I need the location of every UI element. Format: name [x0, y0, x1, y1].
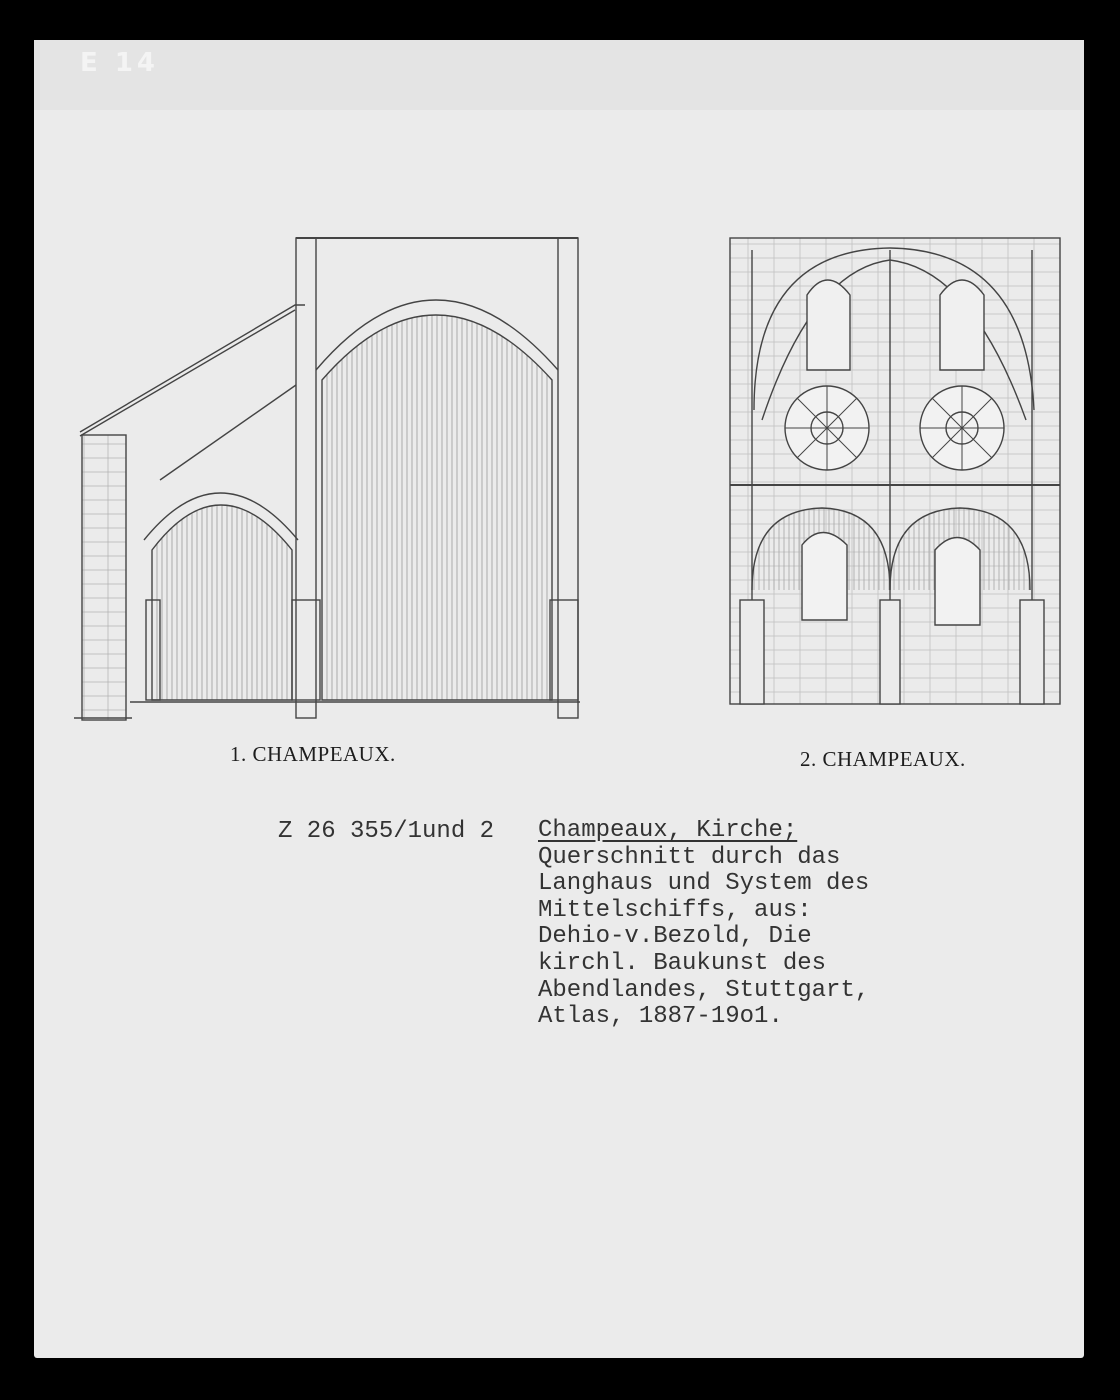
figure-caption-1: 1. CHAMPEAUX.	[230, 742, 396, 766]
description-line: kirchl. Baukunst des	[538, 949, 827, 977]
description-title: Champeaux, Kirche;	[538, 817, 798, 844]
description-line: Atlas, 1887-19o1.	[538, 1003, 783, 1031]
cross-section-drawing	[60, 220, 590, 730]
description-line: Dehio-v.Bezold, Die	[538, 923, 812, 951]
figure-caption-2: 2. CHAMPEAUX.	[800, 747, 966, 771]
nave-elevation-drawing	[722, 230, 1072, 710]
card-top-strip	[34, 40, 1084, 110]
description-line: Langhaus und System des	[538, 870, 870, 898]
archive-reference-number: Z 26 355/1und 2	[278, 818, 495, 845]
archive-description	[538, 818, 869, 1031]
description-line: Mittelschiffs, aus:	[538, 896, 812, 924]
description-line: Querschnitt durch das	[538, 843, 841, 871]
description-line: Abendlandes, Stuttgart,	[538, 976, 870, 1004]
frame-code: E 14	[80, 48, 159, 78]
